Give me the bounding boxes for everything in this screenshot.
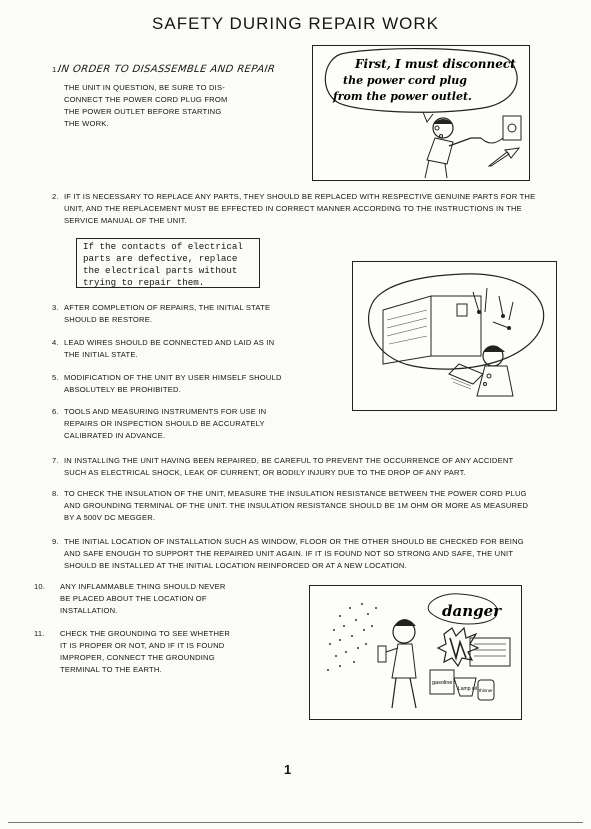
item-number: 10. <box>34 582 46 591</box>
body-line: AFTER COMPLETION OF REPAIRS, THE INITIAL STATE <box>64 303 271 312</box>
body-line: IF IT IS NECESSARY TO REPLACE ANY PARTS, THEY SHOULD BE REPLACED WITH RESPECTIVE GENUINE PARTS FOR THE <box>64 192 536 201</box>
body-line: TO CHECK THE INSULATION OF THE UNIT, MEASURE THE INSULATION RESISTANCE BETWEEN THE POWER CORD PLUG <box>64 489 527 498</box>
body-line: CALIBRATED IN ADVANCE. <box>64 431 166 440</box>
body-line: SERVICE MANUAL OF THE UNIT. <box>64 216 187 225</box>
item-8 <box>52 488 567 524</box>
item-number: 4. <box>52 338 59 347</box>
can-label: thinner <box>479 688 493 693</box>
body-line: REPAIRS OR INSPECTION SHOULD BE ACCURATELY <box>64 419 265 428</box>
item-9 <box>52 536 567 572</box>
item-4 <box>52 337 312 361</box>
note-line: trying to repair them. <box>83 277 205 288</box>
illustration-service-manual <box>352 261 557 411</box>
danger-drawing <box>310 586 521 719</box>
body-line: IMPROPER, CONNECT THE GROUNDING <box>60 653 215 662</box>
item-number: 6. <box>52 407 59 416</box>
body-line: THE INITIAL LOCATION OF INSTALLATION SUCH AS WINDOW, FLOOR OR THE OTHER SHOULD BE CHECKED FOR BEING <box>64 537 524 546</box>
disconnect-plug-drawing <box>313 46 529 180</box>
body-line: IN INSTALLING THE UNIT HAVING BEEN REPAIRED, BE CAREFUL TO PREVENT THE OCCURRENCE OF ANY ACCIDENT <box>64 456 514 465</box>
note-box <box>76 238 260 288</box>
note-line: the electrical parts without <box>83 265 238 276</box>
item-1-body <box>64 82 264 130</box>
note-line: If the contacts of electrical <box>83 241 243 252</box>
body-line: TOOLS AND MEASURING INSTRUMENTS FOR USE IN <box>64 407 267 416</box>
item-number: 2. <box>52 192 59 201</box>
item-3 <box>52 302 312 326</box>
body-line: ANY INFLAMMABLE THING SHOULD NEVER <box>60 582 226 591</box>
body-line: CONNECT THE POWER CORD PLUG FROM <box>64 95 228 104</box>
body-line: THE UNIT IN QUESTION, BE SURE TO DIS- <box>64 83 225 92</box>
body-line: BE PLACED ABOUT THE LOCATION OF <box>60 594 207 603</box>
body-line: BY A 500V DC MEGGER. <box>64 513 156 522</box>
body-line: SHOULD BE RESTORE. <box>64 315 153 324</box>
can-label: gasoline <box>432 680 453 686</box>
item-number: 8. <box>52 489 59 498</box>
body-line: IT IS PROPER OR NOT, AND IF IT IS FOUND <box>60 641 225 650</box>
body-line: SHOULD BE INSTALLED AT THE INITIAL LOCATION REINFORCED OR AT A NEW LOCATION. <box>64 561 407 570</box>
item-number: 1. <box>52 65 59 74</box>
page-number: 1 <box>284 762 292 777</box>
page-title: SAFETY DURING REPAIR WORK <box>152 14 439 33</box>
item-number: 3. <box>52 303 59 312</box>
bubble-line: First, I must disconnect <box>355 57 516 71</box>
can-label: Lamp oil <box>458 686 477 692</box>
item-number: 9. <box>52 537 59 546</box>
body-line: THE WORK. <box>64 119 109 128</box>
body-line: INSTALLATION. <box>60 606 118 615</box>
item-5 <box>52 372 312 396</box>
bubble-line: the power cord plug <box>343 74 467 87</box>
bubble-line: from the power outlet. <box>333 90 472 103</box>
body-line: AND GROUNDING TERMINAL OF THE UNIT. THE INSULATION RESISTANCE SHOULD BE 1M OHM OR MORE AS MEASURED <box>64 501 529 510</box>
body-line: ABSOLUTELY BE PROHIBITED. <box>64 385 181 394</box>
item-number: 5. <box>52 373 59 382</box>
item-number: 7. <box>52 456 59 465</box>
item-number: 11. <box>34 629 45 638</box>
item-7 <box>52 455 567 479</box>
item-10 <box>34 581 254 617</box>
danger-label: danger <box>442 602 502 620</box>
illustration-disconnect-plug <box>312 45 530 181</box>
body-line: THE INITIAL STATE. <box>64 350 138 359</box>
body-line: AND SAFE ENOUGH TO SUPPORT THE REPAIRED UNIT AGAIN. IF IT IS FOUND NOT SO STRONG AND SAFE, THE UNIT <box>64 549 514 558</box>
body-line: LEAD WIRES SHOULD BE CONNECTED AND LAID AS IN <box>64 338 275 347</box>
body-line: UNIT, AND THE REPLACEMENT MUST BE EFFECTED IN CORRECT MANNER ACCORDING TO THE INSTRUCTIONS IN THE <box>64 204 522 213</box>
body-line: SUCH AS ELECTRICAL SHOCK, LEAK OF CURRENT, OR BODILY INJURY DUE TO THE DROP OF ANY PART. <box>64 468 466 477</box>
item-11 <box>34 628 254 676</box>
illustration-danger <box>309 585 522 720</box>
service-manual-drawing <box>353 262 556 410</box>
item-2 <box>52 191 562 227</box>
bottom-rule <box>8 822 583 823</box>
body-line: CHECK THE GROUNDING TO SEE WHETHER <box>60 629 231 638</box>
body-line: THE POWER OUTLET BEFORE STARTING <box>64 107 222 116</box>
note-line: parts are defective, replace <box>83 253 238 264</box>
body-line: MODIFICATION OF THE UNIT BY USER HIMSELF SHOULD <box>64 373 282 382</box>
item-1-heading: IN ORDER TO DISASSEMBLE AND REPAIR <box>57 64 276 75</box>
body-line: TERMINAL TO THE EARTH. <box>60 665 162 674</box>
item-6 <box>52 406 312 442</box>
